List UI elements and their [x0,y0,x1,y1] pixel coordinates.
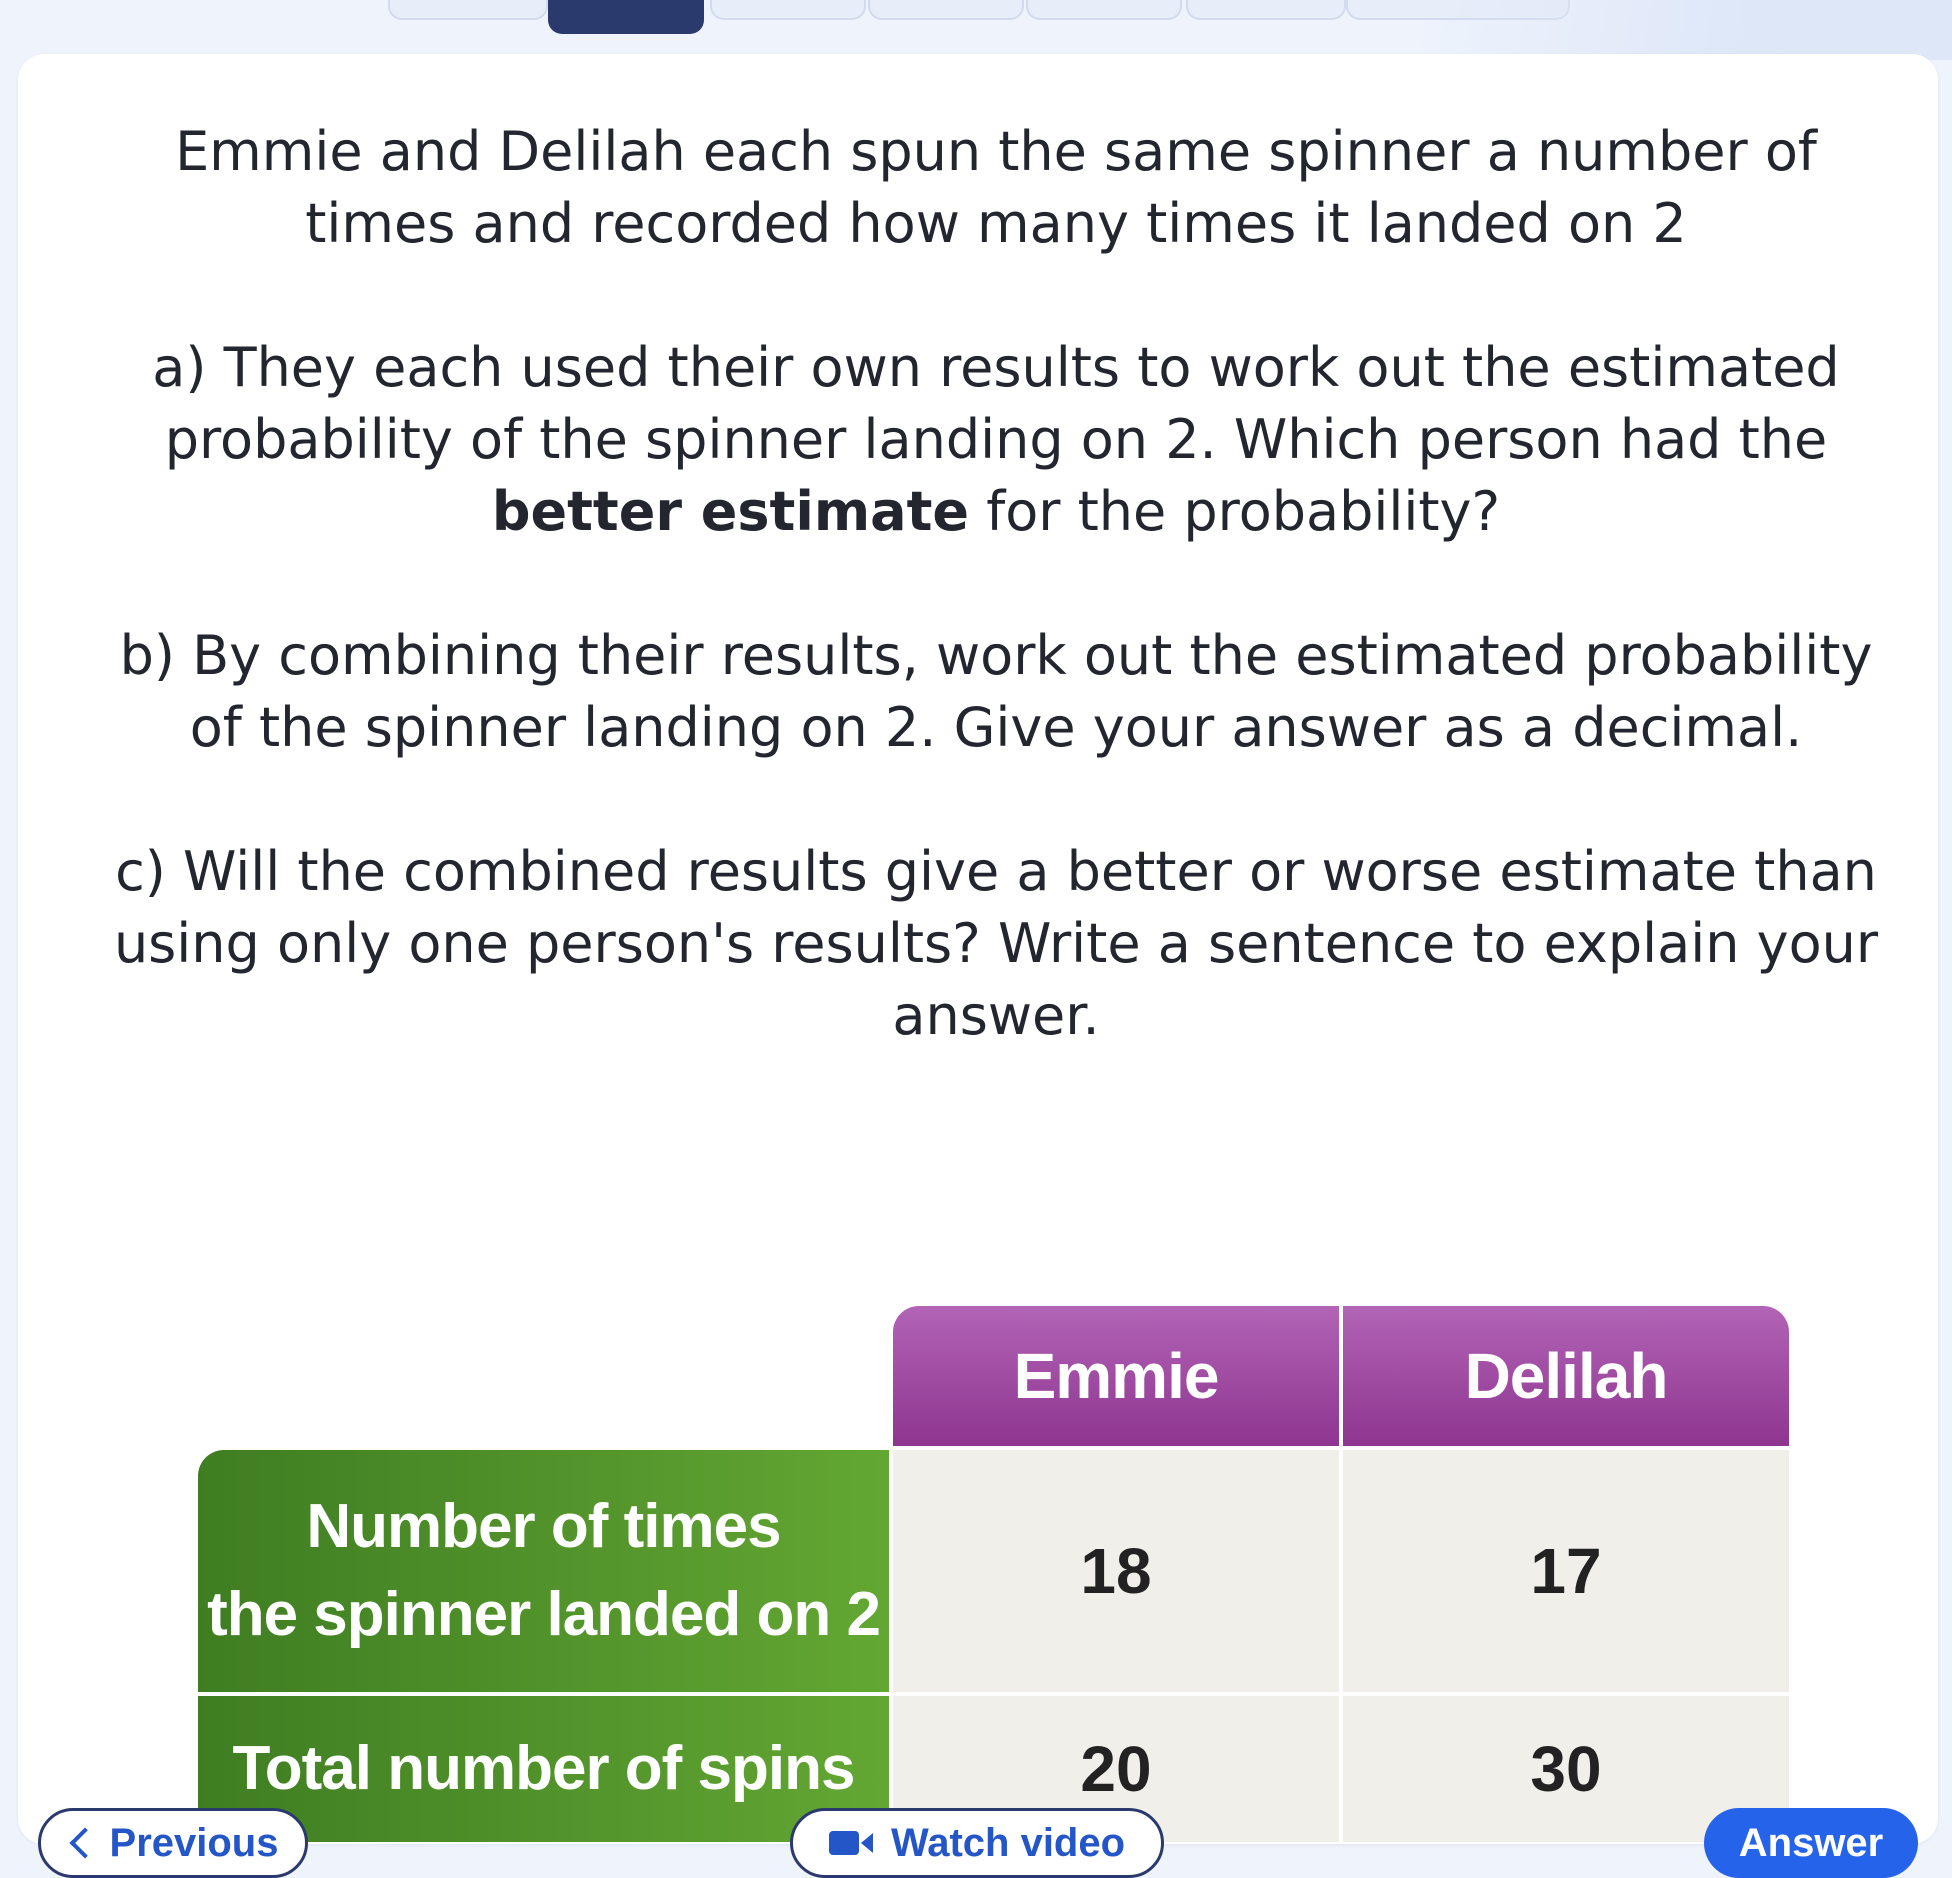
chevron-left-icon [69,1827,100,1858]
header-decoration [1420,0,1952,60]
question-tab-3[interactable] [710,0,866,20]
question-tab-strip [0,0,1952,40]
question-card [18,54,1938,1844]
table-cell-delilah-landed: 17 [1343,1450,1789,1692]
part-a-text-end: for the probability? [969,480,1501,543]
question-text [98,116,1894,1052]
table-cell-emmie-total: 20 [893,1696,1339,1842]
question-tab-6[interactable] [1186,0,1346,20]
answer-button[interactable] [1704,1808,1918,1878]
question-part-a [98,332,1894,548]
row-header-line-1: Number of times [306,1492,781,1561]
question-intro: Emmie and Delilah each spun the same spinner a number of times and recorded how many times it landed on 2 [175,120,1817,255]
row-header-total-spins: Total number of spins [198,1696,889,1842]
question-part-b: b) By combining their results, work out the estimated probability of the spinner landing on 2. Give your answer as a decimal. [119,624,1873,759]
column-header-delilah: Delilah [1343,1306,1789,1446]
row-header-line-2: the spinner landed on 2 [207,1580,880,1649]
video-camera-icon [829,1831,873,1855]
watch-video-button[interactable] [790,1808,1164,1878]
previous-button[interactable] [38,1808,308,1878]
row-header-landed-on-2 [198,1450,889,1692]
question-part-c: c) Will the combined results give a better or worse estimate than using only one person's results? Write a sentence to explain your answer. [113,840,1879,1047]
table-cell-delilah-total: 30 [1343,1696,1789,1842]
column-header-emmie: Emmie [893,1306,1339,1446]
part-a-text: a) They each used their own results to work out the estimated probability of the spinner landing on 2. Which person had the [152,336,1840,471]
question-tab-5[interactable] [1026,0,1182,20]
answer-label: Answer [1738,1820,1884,1865]
question-tab-active[interactable] [548,0,704,34]
results-table [198,1306,1788,1842]
part-a-emphasis: better estimate [491,480,970,543]
previous-label: Previous [109,1820,279,1865]
watch-video-label: Watch video [890,1820,1126,1865]
question-tab-4[interactable] [868,0,1024,20]
table-cell-emmie-landed: 18 [893,1450,1339,1692]
question-tab-1[interactable] [388,0,548,20]
